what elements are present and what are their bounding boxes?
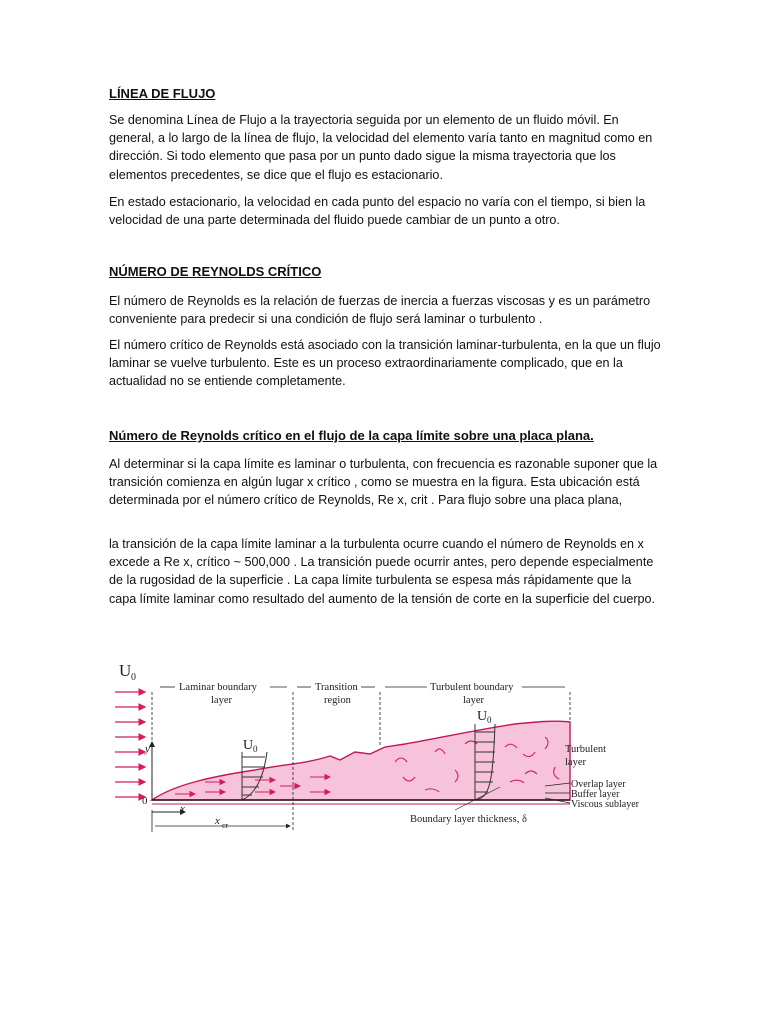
turbulent-layer-label-2: layer: [565, 757, 586, 768]
paragraph-reynolds-2: El número crítico de Reynolds está asociado con la transición laminar-turbulenta, en la que un flujo laminar se vuelve turbulento. Este es un proceso extraordinariamente complicado, que en la actualidad no se entiende completamente.: [109, 338, 661, 389]
laminar-profile-subscript: 0: [253, 744, 258, 754]
boundary-layer-thickness-label: Boundary layer thickness, δ: [410, 814, 527, 825]
paragraph-linea-flujo-2: En estado estacionario, la velocidad en cada punto del espacio no varía con el tiempo, si bien la velocidad de una parte determinada del fluido puede cambiar de un punto a otro.: [109, 195, 646, 228]
free-stream-arrows: [115, 692, 145, 797]
xcr-subscript: cr: [222, 821, 229, 830]
laminar-region-label: Laminar boundary: [179, 682, 257, 693]
paragraph-reynolds-1: El número de Reynolds es la relación de fuerzas de inercia a fuerzas viscosas y es un parámetro conveniente para predecir si una condición de flujo será laminar o turbulento .: [109, 294, 651, 327]
x-axis-label: x: [180, 803, 185, 815]
turbulent-region-label: Turbulent boundary: [430, 682, 514, 693]
overlap-layer-label: Overlap layer: [571, 779, 626, 790]
section-title-reynolds-critico: NÚMERO DE REYNOLDS CRÍTICO: [109, 264, 322, 279]
turbulent-layer-label: Turbulent: [565, 744, 607, 755]
buffer-layer-label: Buffer layer: [571, 789, 620, 800]
boundary-layer-region: [152, 721, 570, 800]
transition-region-label-2: region: [324, 695, 351, 706]
free-stream-label: U: [119, 661, 132, 680]
transition-region-label: Transition: [315, 682, 358, 693]
turbulent-region-label-2: layer: [463, 695, 484, 706]
turbulent-profile-subscript: 0: [487, 715, 492, 725]
y-axis-label: y: [145, 743, 150, 755]
origin-label: 0: [142, 795, 148, 807]
laminar-profile-label: U: [243, 738, 254, 753]
turbulent-profile-label: U: [477, 709, 488, 724]
paragraph-capa-limite-2: la transición de la capa límite laminar a la turbulenta ocurre cuando el número de Reynolds en x excede a Re x, crítico ~ 500,000 . La transición puede ocurrir antes, pero depende especialmente de la rugosidad de la superficie . La capa límite turbulenta se espesa más rápidamente que la capa límite laminar como resultado del aumento de la tensión de corte en la superficie del cuerpo.: [109, 537, 656, 606]
paragraph-capa-limite-1: Al determinar si la capa límite es laminar o turbulenta, con frecuencia es razonable suponer que la transición comienza en algún lugar x crítico , como se muestra en la figura. Esta ubicación está determinada por el número crítico de Reynolds, Re x, crit . Para flujo sobre una placa plana,: [109, 457, 658, 508]
xcr-label: x: [215, 815, 220, 827]
section-title-linea-flujo: LÍNEA DE FLUJO: [109, 86, 216, 101]
free-stream-subscript: 0: [131, 672, 136, 683]
boundary-layer-figure: [115, 652, 639, 842]
viscous-sublayer-label: Viscous sublayer: [571, 799, 639, 810]
paragraph-linea-flujo-1: Se denomina Línea de Flujo a la trayectoria seguida por un elemento de un fluido móvil. En general, a lo largo de la línea de flujo, la velocidad del elemento varía tanto en magnitud como en dirección. Si todo elemento que pasa por un punto dado sigue la misma trayectoria que los elementos precedentes, se dice que el flujo es estacionario.: [109, 113, 653, 182]
laminar-region-label-2: layer: [211, 695, 232, 706]
section-title-capa-limite: Número de Reynolds crítico en el flujo de la capa límite sobre una placa plana.: [109, 428, 594, 443]
